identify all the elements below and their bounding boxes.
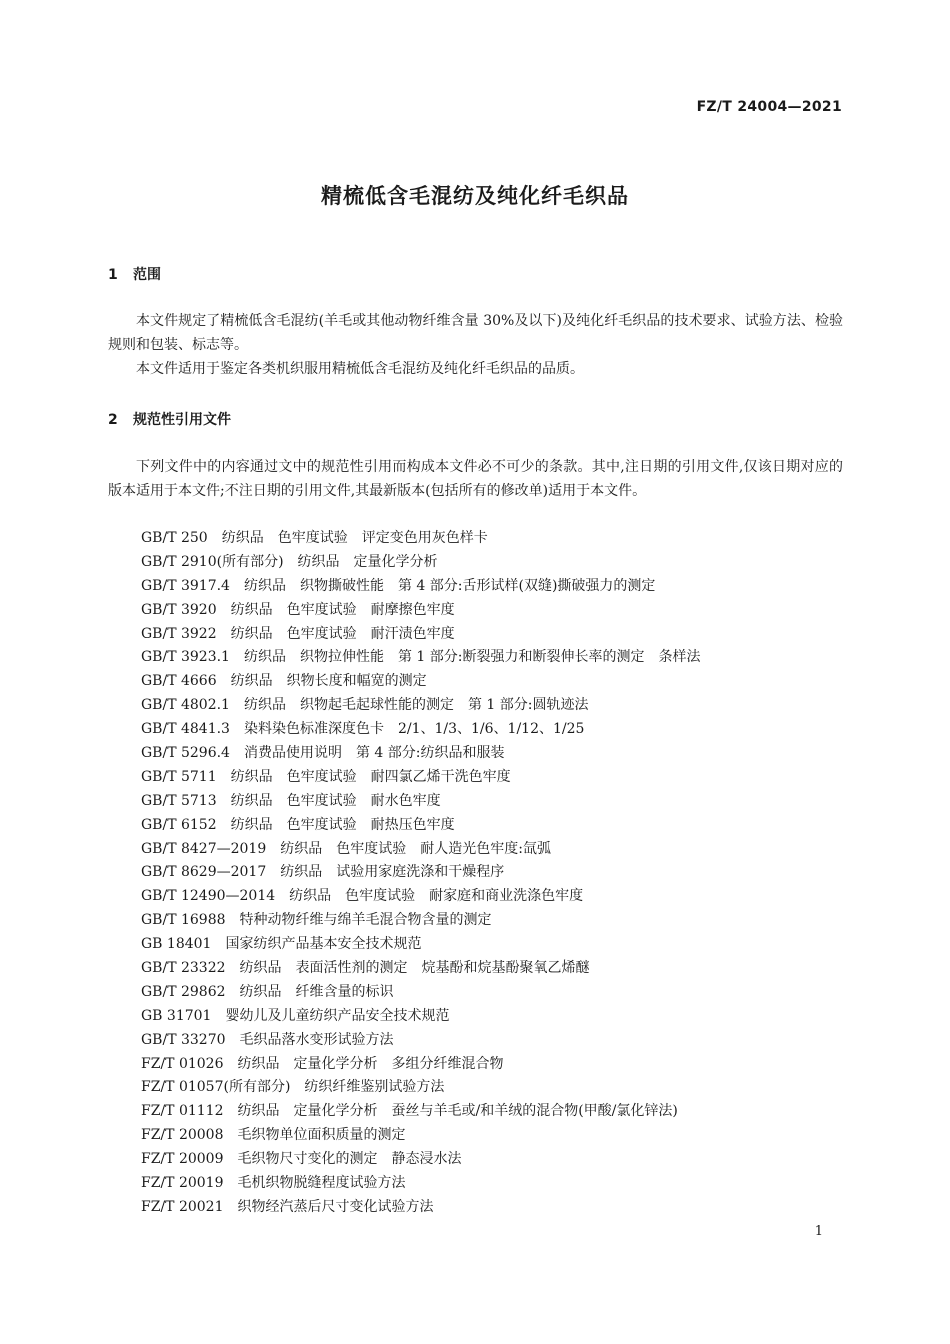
reference-item: GB/T 29862 纺织品 纤维含量的标识 [141,983,394,1000]
reference-item: GB/T 2910(所有部分) 纺织品 定量化学分析 [141,553,438,570]
paragraph: 本文件规定了精梳低含毛混纺(羊毛或其他动物纤维含量 30%及以下)及纯化纤毛织品的技术要求、试验方法、检验规则和包装、标志等。 [108,313,843,353]
reference-item: GB/T 4841.3 染料染色标准深度色卡 2/1、1/3、1/6、1/12、1/25 [141,721,585,738]
reference-item: GB/T 3923.1 纺织品 织物拉伸性能 第 1 部分:断裂强力和断裂伸长率的测定 条样法 [141,649,701,666]
reference-item: GB/T 4666 纺织品 织物长度和幅宽的测定 [141,673,427,690]
reference-item: FZ/T 01112 纺织品 定量化学分析 蚕丝与羊毛或/和羊绒的混合物(甲酸/氯化锌法) [141,1103,678,1120]
section-number: 2 [108,412,118,428]
reference-item: GB 31701 婴幼儿及儿童纺织产品安全技术规范 [141,1007,450,1024]
reference-item: GB/T 250 纺织品 色牢度试验 评定变色用灰色样卡 [141,530,488,546]
standard-code: FZ/T 24004—2021 [696,99,842,115]
paragraph: 下列文件中的内容通过文中的规范性引用而构成本文件必不可少的条款。其中,注日期的引用文件,仅该日期对应的版本适用于本文件;不注日期的引用文件,其最新版本(包括所有的修改单)适用于本文件。 [108,459,843,499]
reference-item: FZ/T 20009 毛织物尺寸变化的测定 静态浸水法 [141,1151,462,1168]
reference-item: GB/T 33270 毛织品落水变形试验方法 [141,1031,394,1048]
reference-item: GB/T 5711 纺织品 色牢度试验 耐四氯乙烯干洗色牢度 [141,768,511,785]
reference-item: GB/T 4802.1 纺织品 织物起毛起球性能的测定 第 1 部分:圆轨迹法 [141,697,589,714]
reference-item: GB/T 6152 纺织品 色牢度试验 耐热压色牢度 [141,816,455,833]
section-heading-normative-references [108,409,231,429]
reference-item: GB/T 3917.4 纺织品 织物撕破性能 第 4 部分:舌形试样(双缝)撕破强力的测定 [141,577,656,594]
reference-item: GB/T 12490—2014 纺织品 色牢度试验 耐家庭和商业洗涤色牢度 [141,888,584,905]
section-title: 范围 [133,267,161,283]
document-title: 精梳低含毛混纺及纯化纤毛织品 [321,184,629,208]
page-number: 1 [814,1224,823,1239]
reference-item: GB/T 16988 特种动物纤维与绵羊毛混合物含量的测定 [141,912,492,929]
reference-item: GB/T 5296.4 消费品使用说明 第 4 部分:纺织品和服装 [141,745,505,762]
paragraph: 本文件适用于鉴定各类机织服用精梳低含毛混纺及纯化纤毛织品的品质。 [136,361,584,377]
reference-item: GB/T 5713 纺织品 色牢度试验 耐水色牢度 [141,792,441,809]
section-title: 规范性引用文件 [133,412,231,428]
reference-item: FZ/T 01057(所有部分) 纺织纤维鉴别试验方法 [141,1079,445,1096]
reference-item: FZ/T 20019 毛机织物脱缝程度试验方法 [141,1175,406,1192]
reference-item: FZ/T 20021 织物经汽蒸后尺寸变化试验方法 [141,1198,434,1215]
reference-item: FZ/T 20008 毛织物单位面积质量的测定 [141,1127,406,1144]
reference-item: GB 18401 国家纺织产品基本安全技术规范 [141,936,422,953]
reference-item: GB/T 8629—2017 纺织品 试验用家庭洗涤和干燥程序 [141,864,505,881]
reference-item: GB/T 8427—2019 纺织品 色牢度试验 耐人造光色牢度:氙弧 [141,840,551,857]
section-heading-scope [108,264,161,284]
reference-item: GB/T 3920 纺织品 色牢度试验 耐摩擦色牢度 [141,601,455,618]
section-number: 1 [108,267,118,283]
reference-item: GB/T 23322 纺织品 表面活性剂的测定 烷基酚和烷基酚聚氧乙烯醚 [141,960,590,977]
reference-item: FZ/T 01026 纺织品 定量化学分析 多组分纤维混合物 [141,1055,504,1072]
reference-list [141,527,701,1220]
reference-item: GB/T 3922 纺织品 色牢度试验 耐汗渍色牢度 [141,625,455,642]
